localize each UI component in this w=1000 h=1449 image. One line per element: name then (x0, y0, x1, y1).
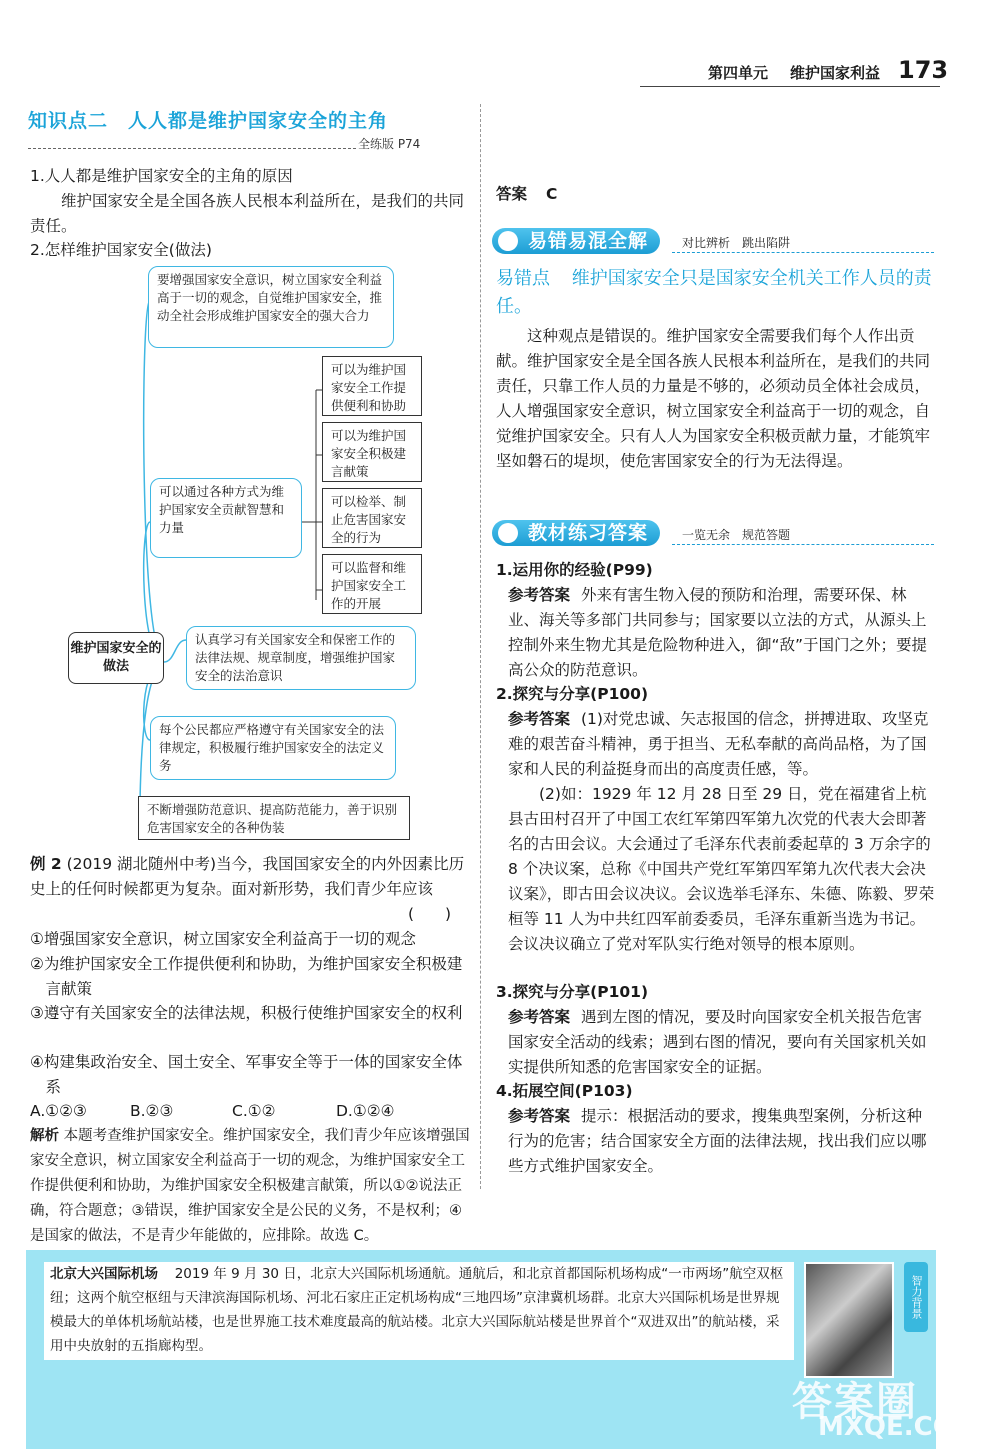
tb-a2-label: 参考答案 (508, 710, 571, 728)
textbook-banner-title: 教材练习答案 (528, 522, 649, 544)
error-banner-pill (492, 228, 660, 254)
mindmap-box-study: 认真学习有关国家安全和保密工作的法律法规、规章制度，增强维护国家安全的法治意识 (186, 626, 416, 690)
megaphone-icon (498, 231, 518, 251)
watermark-logo: 答案圈 (792, 1379, 918, 1425)
example-stem-text: (2019 湖北随州中考)当今，我国国家安全的内外因素比历史上的任何时候都更为复杂。面对新形势，我们青少年应该 (30, 855, 465, 898)
connector-sub (302, 390, 316, 600)
watermark-url: MXQE.COM (818, 1412, 981, 1442)
answer-line (496, 182, 557, 207)
tb-a2a-text: (1)对党忠诚、矢志报国的信念，拼搏进取、攻坚克难的艰苦奋斗精神，勇于担当、无私奉献的高尚品格，为了国家和人民的利益挺身而出的高度责任感，等。 (508, 710, 929, 778)
error-body: 这种观点是错误的。维护国家安全需要我们每个人作出贡献。维护国家安全是全国各族人民根本利益所在，是我们的共同责任，只靠工作人员的力量是不够的，必须动员全体社会成员，人人增强国家安全意识，树立国家安全利益高于一切的观念，自觉维护国家安全。只有人人为国家安全积极贡献力量，才能筑牢坚如磐石的堤坝，使危害国家安全的行为无法得逞。 (496, 327, 931, 470)
option-2: ②为维护国家安全工作提供便利和协助，为维护国家安全积极建言献策 (30, 955, 463, 998)
tb-a4-label: 参考答案 (508, 1107, 571, 1125)
textbook-banner-sub: 一览无余 规范答题 (682, 528, 791, 542)
tb-q1: 1.运用你的经验(P99) (496, 561, 653, 579)
answer-label: 答案 (496, 185, 528, 203)
error-point-text: 维护国家安全只是国家安全机关工作人员的责任。 (496, 268, 932, 317)
choice-c: C.①② (232, 1102, 276, 1120)
analysis-text: 本题考查维护国家安全。维护国家安全，我们青少年应该增强国家安全意识，树立国家安全利益高于一切的观念，为维护国家安全工作提供便利和协助，为维护国家安全积极建言献策，所以①②说法正确，符合题意；③错误，维护国家安全是公民的义务，不是权利；④是国家的做法，不是青少年能做的，应排除。故选 C。 (30, 1128, 470, 1244)
tb-a1-label: 参考答案 (508, 586, 571, 604)
option-1: ①增强国家安全意识，树立国家安全利益高于一切的观念 (30, 930, 416, 948)
mindmap-box-vigilance: 不断增强防范意识、提高防范能力，善于识别危害国家安全的各种伪装 (138, 796, 410, 840)
choice-b: B.②③ (130, 1102, 174, 1120)
example-label: 例 2 (30, 855, 62, 873)
unit-label: 第四单元 (708, 64, 769, 82)
textbook-banner-pill (492, 520, 660, 546)
mindmap-sub-assist: 可以为维护国家安全工作提供便利和协助 (322, 356, 422, 416)
side-tab: 智力背景 (904, 1262, 928, 1332)
page-header (640, 56, 949, 88)
page-number: 173 (898, 56, 949, 84)
choice-a: A.①②③ (30, 1102, 87, 1120)
error-banner-title: 易错易混全解 (528, 230, 649, 252)
unit-title: 维护国家利益 (790, 64, 881, 82)
background-info-text (50, 1262, 792, 1358)
textbook-banner (492, 520, 938, 546)
error-point (496, 265, 936, 321)
error-banner (492, 228, 938, 254)
tb-a1-text: 外来有害生物入侵的预防和治理，需要环保、林业、海关等多部门共同参与；国家要以立法的方式，从源头上控制外来生物尤其是危险物种进入，御“敌”于国门之外；要提高公众的防范意识。 (508, 586, 928, 679)
mindmap-box-awareness: 要增强国家安全意识，树立国家安全利益高于一切的观念，自觉维护国家安全，推动全社会形成维护国家安全的强大合力 (148, 266, 394, 348)
question-1-body: 维护国家安全是全国各族人民根本利益所在，是我们的共同责任。 (30, 192, 465, 235)
answer-value: C (545, 185, 558, 203)
mindmap-box-obey: 每个公民都应严格遵守有关国家安全的法律规定，积极履行维护国家安全的法定义务 (150, 716, 396, 780)
mindmap-box-contribute: 可以通过各种方式为维护国家安全贡献智慧和力量 (150, 478, 302, 558)
mindmap-sub-advise: 可以为维护国家安全积极建言献策 (322, 422, 422, 482)
connector-3 (164, 640, 186, 662)
knowledge-point-title: 知识点二 人人都是维护国家安全的主角 (28, 110, 389, 132)
option-4: ④构建集政治安全、国土安全、军事安全等于一体的国家安全体系 (30, 1053, 463, 1096)
tb-a3-text: 遇到左图的情况，要及时向国家安全机关报告危害国家安全活动的线索；遇到右图的情况，要向有关国家机关如实提供所知悉的危害国家安全的证据。 (508, 1008, 927, 1076)
analysis-left (30, 1124, 470, 1249)
mindmap-sub-supervise: 可以监督和维护国家安全工作的开展 (322, 554, 422, 614)
background-info-body: 2019 年 9 月 30 日，北京大兴国际机场通航。通航后，和北京首都国际机场构成“一市两场”航空双枢纽；这两个航空枢纽与天津滨海国际机场、河北石家庄正定机场构成“三地四场”京津冀机场群。北京大兴国际机场是世界规模最大的单体机场航站楼，也是世界施工技术难度最高的航站楼。北京大兴国际航站楼是世界首个“双进双出”的航站楼，采用中央放射的五指廊构型。 (50, 1266, 784, 1354)
error-point-label: 易错点 (496, 268, 550, 289)
tb-a3-label: 参考答案 (508, 1008, 571, 1026)
choice-d: D.①②④ (336, 1102, 395, 1120)
column-divider (480, 104, 481, 1189)
mindmap-sub-report: 可以检举、制止危害国家安全的行为 (322, 488, 422, 548)
tb-q4: 4.拓展空间(P103) (496, 1082, 633, 1100)
tb-q2: 2.探究与分享(P100) (496, 685, 649, 703)
error-banner-rule (672, 252, 934, 253)
tb-a1 (496, 583, 936, 683)
tb-a4 (496, 1104, 936, 1179)
error-banner-sub: 对比辨析 跳出陷阱 (682, 236, 791, 250)
tb-a2a (496, 707, 936, 782)
mindmap-center: 维护国家安全的做法 (68, 632, 164, 684)
analysis-label: 解析 (30, 1128, 59, 1144)
background-info-title: 北京大兴国际机场 (50, 1266, 158, 1282)
airport-photo (804, 1262, 894, 1378)
question-2-heading: 2.怎样维护国家安全(做法) (30, 241, 212, 259)
knowledge-ref: 全练版 P74 (358, 137, 421, 151)
example-stem (30, 852, 470, 902)
tb-a4-text: 提示：根据活动的要求，搜集典型案例，分析这种行为的危害；结合国家安全方面的法律法规，找出我们应以哪些方式维护国家安全。 (508, 1107, 927, 1175)
title-rule (28, 148, 356, 149)
question-1-heading: 1.人人都是维护国家安全的主角的原因 (30, 167, 293, 185)
answer-bracket: ( ) (408, 905, 452, 923)
textbook-banner-rule (672, 544, 934, 545)
header-rule (640, 86, 940, 87)
tb-a3 (496, 1005, 936, 1080)
megaphone-icon (498, 523, 518, 543)
option-3: ③遵守有关国家安全的法律法规，积极行使维护国家安全的权利 (30, 1004, 463, 1022)
tb-a2b: (2)如：1929 年 12 月 28 日至 29 日，党在福建省上杭县古田村召开了中国工农红军第四军第九次党的代表大会即著名的古田会议。大会通过了毛泽东代表前委起草的 3 万余字的 8 个决议案，总称《中国共产党红军第四军第九次代表大会决议案》，即古田会议决议。会议选举毛泽东、朱德、陈毅、罗荣桓等 11 人为中共红四军前委委员，毛泽东重新当选为书记。会议决议确立了党对军队实行绝对领导的根本原则。 (508, 785, 935, 953)
tb-q3: 3.探究与分享(P101) (496, 983, 649, 1001)
